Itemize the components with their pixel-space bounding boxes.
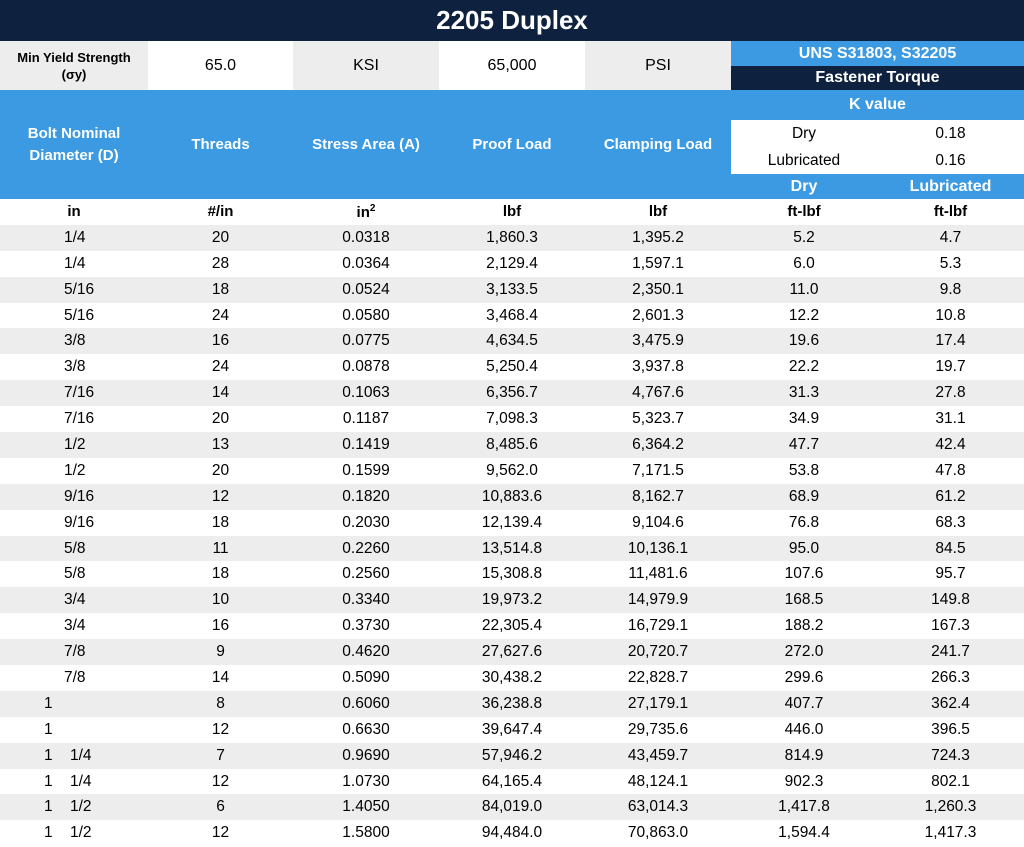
cell-threads: 12 [148, 820, 293, 846]
table-row [0, 561, 1024, 587]
header-bolt-line1: Bolt Nominal [27, 124, 121, 142]
diameter-whole: 1 [44, 694, 53, 712]
unit-diameter: in [0, 199, 148, 225]
cell-dry-torque: 47.7 [731, 432, 877, 458]
cell-lubricated-torque: 47.8 [877, 458, 1024, 484]
cell-clamping-load: 2,601.3 [585, 303, 731, 329]
table-row [0, 769, 1024, 795]
cell-threads: 24 [148, 303, 293, 329]
cell-clamping-load: 10,136.1 [585, 536, 731, 562]
cell-lubricated-torque: 31.1 [877, 406, 1024, 432]
cell-lubricated-torque: 84.5 [877, 536, 1024, 562]
cell-dry-torque: 22.2 [731, 354, 877, 380]
cell-proof-load: 9,562.0 [439, 458, 585, 484]
cell-dry-torque: 107.6 [731, 561, 877, 587]
table-row [0, 277, 1024, 303]
header-lubricated: Lubricated [877, 174, 1024, 199]
cell-dry-torque: 34.9 [731, 406, 877, 432]
diameter-whole: 1 [44, 824, 53, 842]
table-row [0, 794, 1024, 820]
cell-diameter [0, 769, 148, 795]
cell-proof-load: 3,133.5 [439, 277, 585, 303]
cell-stress-area: 0.0318 [293, 225, 439, 251]
cell-diameter [0, 587, 148, 613]
cell-stress-area: 0.1419 [293, 432, 439, 458]
diameter-whole: 1 [44, 720, 53, 738]
diameter-fraction: 3/8 [64, 358, 86, 376]
cell-stress-area: 0.6630 [293, 717, 439, 743]
table-row [0, 432, 1024, 458]
cell-diameter [0, 561, 148, 587]
cell-lubricated-torque: 68.3 [877, 510, 1024, 536]
cell-lubricated-torque: 396.5 [877, 717, 1024, 743]
cell-clamping-load: 43,459.7 [585, 743, 731, 769]
cell-diameter [0, 380, 148, 406]
cell-clamping-load: 5,323.7 [585, 406, 731, 432]
cell-dry-torque: 272.0 [731, 639, 877, 665]
cell-dry-torque: 1,594.4 [731, 820, 877, 846]
table-row [0, 743, 1024, 769]
cell-lubricated-torque: 17.4 [877, 328, 1024, 354]
cell-proof-load: 94,484.0 [439, 820, 585, 846]
cell-threads: 20 [148, 458, 293, 484]
cell-proof-load: 84,019.0 [439, 794, 585, 820]
cell-stress-area: 0.1820 [293, 484, 439, 510]
cell-diameter [0, 251, 148, 277]
cell-threads: 16 [148, 613, 293, 639]
cell-threads: 11 [148, 536, 293, 562]
cell-clamping-load: 6,364.2 [585, 432, 731, 458]
cell-proof-load: 57,946.2 [439, 743, 585, 769]
cell-dry-torque: 1,417.8 [731, 794, 877, 820]
cell-proof-load: 22,305.4 [439, 613, 585, 639]
cell-proof-load: 12,139.4 [439, 510, 585, 536]
cell-threads: 14 [148, 380, 293, 406]
cell-clamping-load: 27,179.1 [585, 691, 731, 717]
cell-stress-area: 0.1187 [293, 406, 439, 432]
cell-threads: 12 [148, 717, 293, 743]
table-row [0, 251, 1024, 277]
cell-lubricated-torque: 266.3 [877, 665, 1024, 691]
yield-ksi-unit: KSI [293, 41, 439, 90]
cell-threads: 14 [148, 665, 293, 691]
cell-lubricated-torque: 19.7 [877, 354, 1024, 380]
cell-stress-area: 0.3340 [293, 587, 439, 613]
torque-table [0, 199, 1024, 846]
unit-stress-area-exp: 2 [369, 202, 376, 214]
cell-diameter [0, 691, 148, 717]
cell-stress-area: 1.5800 [293, 820, 439, 846]
cell-dry-torque: 31.3 [731, 380, 877, 406]
diameter-fraction: 1/2 [64, 435, 86, 453]
cell-proof-load: 30,438.2 [439, 665, 585, 691]
cell-diameter [0, 484, 148, 510]
fastener-torque-label: Fastener Torque [731, 66, 1024, 90]
cell-clamping-load: 3,475.9 [585, 328, 731, 354]
yield-strength-label [0, 41, 148, 90]
cell-stress-area: 0.0524 [293, 277, 439, 303]
diameter-fraction: 5/16 [64, 280, 95, 298]
cell-proof-load: 3,468.4 [439, 303, 585, 329]
cell-stress-area: 0.3730 [293, 613, 439, 639]
cell-clamping-load: 20,720.7 [585, 639, 731, 665]
cell-diameter [0, 458, 148, 484]
table-row [0, 613, 1024, 639]
cell-lubricated-torque: 95.7 [877, 561, 1024, 587]
unit-lubricated: ft-lbf [877, 199, 1024, 225]
table-row [0, 820, 1024, 846]
header-bolt-diameter [0, 90, 148, 199]
cell-threads: 12 [148, 769, 293, 795]
cell-clamping-load: 9,104.6 [585, 510, 731, 536]
cell-dry-torque: 53.8 [731, 458, 877, 484]
cell-lubricated-torque: 241.7 [877, 639, 1024, 665]
k-dry-label: Dry [731, 120, 877, 147]
cell-stress-area: 1.4050 [293, 794, 439, 820]
cell-dry-torque: 168.5 [731, 587, 877, 613]
cell-diameter [0, 536, 148, 562]
cell-diameter [0, 303, 148, 329]
k-dry-value: 0.18 [877, 120, 1024, 147]
cell-diameter [0, 613, 148, 639]
cell-proof-load: 1,860.3 [439, 225, 585, 251]
cell-dry-torque: 12.2 [731, 303, 877, 329]
cell-lubricated-torque: 724.3 [877, 743, 1024, 769]
cell-threads: 9 [148, 639, 293, 665]
header-clamping-load: Clamping Load [585, 90, 731, 199]
header-threads: Threads [148, 90, 293, 199]
cell-stress-area: 0.5090 [293, 665, 439, 691]
diameter-fraction: 7/16 [64, 410, 95, 428]
diameter-fraction: 3/4 [64, 617, 86, 635]
cell-lubricated-torque: 4.7 [877, 225, 1024, 251]
diameter-fraction: 5/8 [64, 565, 86, 583]
table-row [0, 458, 1024, 484]
cell-clamping-load: 3,937.8 [585, 354, 731, 380]
yield-psi-value: 65,000 [439, 41, 585, 90]
diameter-fraction: 3/4 [64, 591, 86, 609]
diameter-fraction: 1/2 [70, 824, 92, 842]
sheet-title: 2205 Duplex [0, 0, 1024, 41]
cell-lubricated-torque: 42.4 [877, 432, 1024, 458]
diameter-fraction: 1/4 [70, 746, 92, 764]
cell-threads: 7 [148, 743, 293, 769]
table-row [0, 354, 1024, 380]
cell-diameter [0, 354, 148, 380]
cell-threads: 10 [148, 587, 293, 613]
cell-clamping-load: 63,014.3 [585, 794, 731, 820]
diameter-fraction: 3/8 [64, 332, 86, 350]
cell-diameter [0, 277, 148, 303]
header-bolt-line2: Diameter (D) [29, 146, 119, 164]
cell-dry-torque: 11.0 [731, 277, 877, 303]
diameter-fraction: 1/4 [70, 772, 92, 790]
cell-threads: 28 [148, 251, 293, 277]
cell-diameter [0, 328, 148, 354]
cell-clamping-load: 1,597.1 [585, 251, 731, 277]
cell-dry-torque: 299.6 [731, 665, 877, 691]
cell-proof-load: 2,129.4 [439, 251, 585, 277]
cell-proof-load: 8,485.6 [439, 432, 585, 458]
units-row [0, 199, 1024, 225]
table-row [0, 587, 1024, 613]
cell-lubricated-torque: 167.3 [877, 613, 1024, 639]
cell-lubricated-torque: 802.1 [877, 769, 1024, 795]
diameter-whole: 1 [44, 746, 53, 764]
diameter-whole: 1 [44, 798, 53, 816]
cell-diameter [0, 820, 148, 846]
cell-dry-torque: 76.8 [731, 510, 877, 536]
cell-clamping-load: 7,171.5 [585, 458, 731, 484]
cell-stress-area: 0.6060 [293, 691, 439, 717]
cell-threads: 24 [148, 354, 293, 380]
table-row [0, 484, 1024, 510]
cell-threads: 12 [148, 484, 293, 510]
cell-clamping-load: 70,863.0 [585, 820, 731, 846]
cell-diameter [0, 432, 148, 458]
yield-ksi-value: 65.0 [148, 41, 293, 90]
cell-proof-load: 6,356.7 [439, 380, 585, 406]
cell-clamping-load: 11,481.6 [585, 561, 731, 587]
cell-stress-area: 0.0775 [293, 328, 439, 354]
cell-dry-torque: 902.3 [731, 769, 877, 795]
cell-dry-torque: 407.7 [731, 691, 877, 717]
cell-proof-load: 4,634.5 [439, 328, 585, 354]
diameter-fraction: 1/2 [70, 798, 92, 816]
table-row [0, 303, 1024, 329]
cell-stress-area: 0.1063 [293, 380, 439, 406]
cell-clamping-load: 4,767.6 [585, 380, 731, 406]
cell-dry-torque: 68.9 [731, 484, 877, 510]
cell-stress-area: 0.1599 [293, 458, 439, 484]
cell-lubricated-torque: 1,260.3 [877, 794, 1024, 820]
cell-dry-torque: 446.0 [731, 717, 877, 743]
cell-proof-load: 19,973.2 [439, 587, 585, 613]
k-lubricated-label: Lubricated [731, 147, 877, 174]
cell-proof-load: 5,250.4 [439, 354, 585, 380]
cell-proof-load: 64,165.4 [439, 769, 585, 795]
yield-psi-unit: PSI [585, 41, 731, 90]
table-row [0, 717, 1024, 743]
cell-proof-load: 15,308.8 [439, 561, 585, 587]
cell-threads: 20 [148, 225, 293, 251]
cell-clamping-load: 48,124.1 [585, 769, 731, 795]
cell-proof-load: 39,647.4 [439, 717, 585, 743]
header-proof-load: Proof Load [439, 90, 585, 199]
cell-stress-area: 0.9690 [293, 743, 439, 769]
cell-proof-load: 10,883.6 [439, 484, 585, 510]
cell-proof-load: 36,238.8 [439, 691, 585, 717]
table-row [0, 536, 1024, 562]
k-lubricated-value: 0.16 [877, 147, 1024, 174]
cell-diameter [0, 717, 148, 743]
cell-diameter [0, 794, 148, 820]
cell-lubricated-torque: 10.8 [877, 303, 1024, 329]
unit-clamping-load: lbf [585, 199, 731, 225]
cell-dry-torque: 95.0 [731, 536, 877, 562]
uns-spec: UNS S31803, S32205 [731, 41, 1024, 66]
cell-dry-torque: 6.0 [731, 251, 877, 277]
table-row [0, 639, 1024, 665]
cell-stress-area: 0.0878 [293, 354, 439, 380]
cell-lubricated-torque: 1,417.3 [877, 820, 1024, 846]
table-row [0, 380, 1024, 406]
cell-diameter [0, 743, 148, 769]
cell-lubricated-torque: 5.3 [877, 251, 1024, 277]
table-row [0, 406, 1024, 432]
diameter-fraction: 5/8 [64, 539, 86, 557]
diameter-fraction: 1/4 [64, 228, 86, 246]
unit-dry: ft-lbf [731, 199, 877, 225]
table-row [0, 510, 1024, 536]
diameter-fraction: 9/16 [64, 513, 95, 531]
cell-diameter [0, 510, 148, 536]
yield-label-line1: Min Yield Strength [17, 49, 131, 65]
cell-stress-area: 0.0364 [293, 251, 439, 277]
yield-label-line2: (σy) [61, 66, 87, 82]
cell-lubricated-torque: 362.4 [877, 691, 1024, 717]
cell-dry-torque: 5.2 [731, 225, 877, 251]
cell-threads: 8 [148, 691, 293, 717]
diameter-fraction: 5/16 [64, 306, 95, 324]
cell-threads: 6 [148, 794, 293, 820]
cell-diameter [0, 406, 148, 432]
diameter-fraction: 9/16 [64, 487, 95, 505]
cell-clamping-load: 1,395.2 [585, 225, 731, 251]
diameter-fraction: 7/8 [64, 668, 86, 686]
cell-stress-area: 0.0580 [293, 303, 439, 329]
cell-stress-area: 0.2260 [293, 536, 439, 562]
cell-clamping-load: 29,735.6 [585, 717, 731, 743]
cell-threads: 16 [148, 328, 293, 354]
cell-clamping-load: 22,828.7 [585, 665, 731, 691]
table-row [0, 328, 1024, 354]
cell-diameter [0, 665, 148, 691]
cell-lubricated-torque: 149.8 [877, 587, 1024, 613]
cell-dry-torque: 188.2 [731, 613, 877, 639]
cell-proof-load: 13,514.8 [439, 536, 585, 562]
cell-lubricated-torque: 9.8 [877, 277, 1024, 303]
cell-dry-torque: 19.6 [731, 328, 877, 354]
cell-clamping-load: 2,350.1 [585, 277, 731, 303]
cell-stress-area: 0.2030 [293, 510, 439, 536]
cell-threads: 20 [148, 406, 293, 432]
header-k-value: K value [731, 90, 1024, 120]
cell-stress-area: 0.4620 [293, 639, 439, 665]
cell-dry-torque: 814.9 [731, 743, 877, 769]
cell-threads: 18 [148, 277, 293, 303]
diameter-fraction: 1/2 [64, 461, 86, 479]
cell-clamping-load: 16,729.1 [585, 613, 731, 639]
diameter-fraction: 1/4 [64, 254, 86, 272]
diameter-fraction: 7/8 [64, 643, 86, 661]
unit-stress-area [293, 199, 439, 225]
cell-diameter [0, 639, 148, 665]
cell-proof-load: 7,098.3 [439, 406, 585, 432]
cell-lubricated-torque: 61.2 [877, 484, 1024, 510]
diameter-fraction: 7/16 [64, 384, 95, 402]
unit-proof-load: lbf [439, 199, 585, 225]
cell-lubricated-torque: 27.8 [877, 380, 1024, 406]
cell-threads: 18 [148, 510, 293, 536]
table-row [0, 691, 1024, 717]
cell-stress-area: 1.0730 [293, 769, 439, 795]
header-dry: Dry [731, 174, 877, 199]
table-row [0, 665, 1024, 691]
diameter-whole: 1 [44, 772, 53, 790]
header-stress-area: Stress Area (A) [293, 90, 439, 199]
cell-diameter [0, 225, 148, 251]
cell-threads: 13 [148, 432, 293, 458]
table-row [0, 225, 1024, 251]
cell-clamping-load: 8,162.7 [585, 484, 731, 510]
cell-stress-area: 0.2560 [293, 561, 439, 587]
cell-threads: 18 [148, 561, 293, 587]
cell-clamping-load: 14,979.9 [585, 587, 731, 613]
cell-proof-load: 27,627.6 [439, 639, 585, 665]
unit-stress-area-base: in [356, 203, 370, 221]
unit-threads: #/in [148, 199, 293, 225]
